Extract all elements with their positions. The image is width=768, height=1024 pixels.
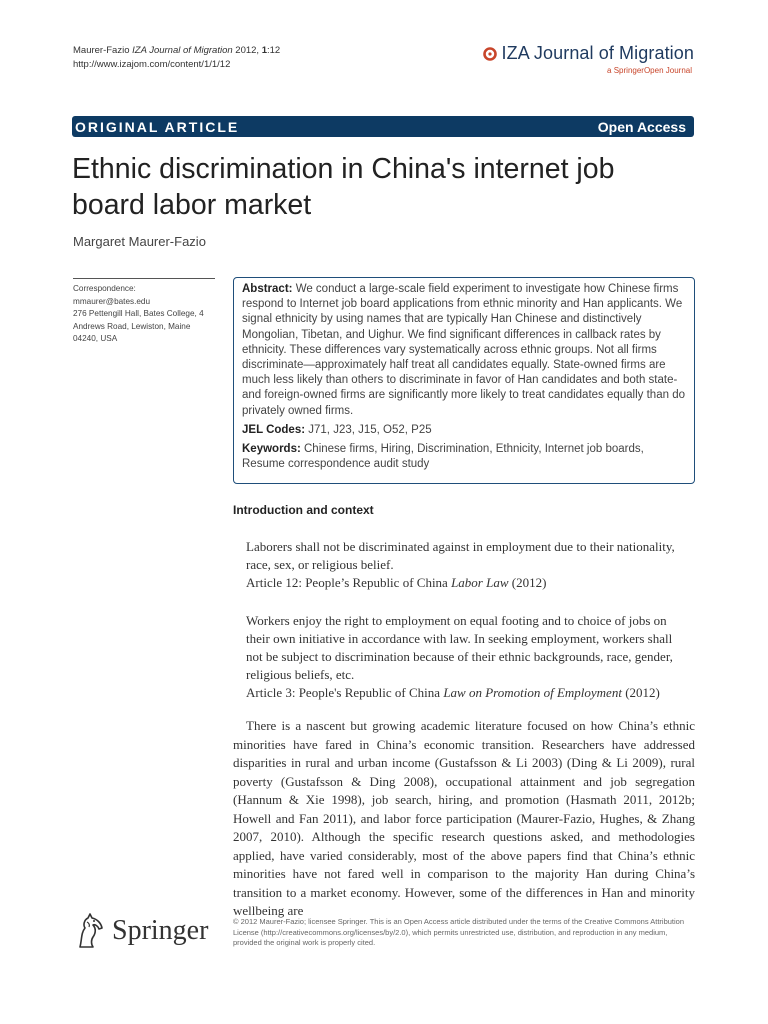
correspondence-address-line: 276 Pettengill Hall, Bates College, 4 bbox=[73, 309, 204, 318]
abstract-paragraph bbox=[242, 282, 686, 419]
keywords bbox=[242, 442, 686, 472]
quote-text: Laborers shall not be discriminated against in employment due to their nationality, race, sex, or religious belief. bbox=[246, 539, 675, 572]
keywords-label: Keywords: bbox=[242, 443, 301, 456]
journal-logo-name: IZA Journal of Migration bbox=[501, 43, 694, 63]
jel-label: JEL Codes: bbox=[242, 423, 306, 436]
epigraph-quote-1 bbox=[246, 538, 691, 592]
correspondence-address-line: 04240, USA bbox=[73, 334, 118, 343]
abstract-text: We conduct a large-scale field experiment to investigate how Chinese firms respond to Internet job board applications from ethnic minority and Han applicants. We signal ethnicity by using names that are typically Han Chinese and distinctively Mongolian, Tibetan, and Uighur. We find significant differences in callback rates by ethnicity. These differences vary systematically across ethnic groups. Not all firms discriminate—approximately half treat all candidates equally. State-owned firms are much less likely than others to discriminate in favor of Han candidates and both state- and foreign-owned firms are significantly more likely to treat candidates equally than do privately owned firms. bbox=[242, 283, 685, 417]
correspondence-address-line: Andrews Road, Lewiston, Maine bbox=[73, 321, 191, 331]
citation-article: :12 bbox=[267, 45, 281, 56]
springer-horse-icon bbox=[72, 911, 108, 951]
correspondence-label: Correspondence: bbox=[73, 284, 136, 293]
quote-source-year: (2012) bbox=[508, 575, 547, 590]
quote-source-title: Labor Law bbox=[451, 575, 509, 590]
quote-source bbox=[246, 574, 691, 592]
open-access-label: Open Access bbox=[597, 118, 686, 135]
abstract-box bbox=[233, 277, 695, 484]
journal-logo-subtitle: a SpringerOpen Journal bbox=[607, 66, 692, 75]
article-type-label: ORIGINAL ARTICLE bbox=[75, 118, 240, 135]
iza-journal-logo-icon bbox=[483, 47, 497, 61]
springer-wordmark: Springer bbox=[112, 915, 209, 946]
epigraph-quote-2 bbox=[246, 612, 691, 702]
intro-paragraph: There is a nascent but growing academic literature focused on how China’s ethnic minorities have fared in China’s economic transition. Researchers have addressed disparities in rural and urban income (Gustafsson & Li 2003) (Ding & Li 2009), rural poverty (Gustafsson & Ding 2008), occupational attainment and job segregation (Hannum & Xie 1998), job search, hiring, and promotion (Hasmath 2011, 2012b; Howell and Fan 2011), and labor force participation (Maurer-Fazio, Hughes, & Zhang 2007, 2010). Although the specific research questions asked, and methodologies applied, have varied considerably, most of the above papers find that China’s ethnic minorities have not fared well in comparison to the majority Han during China’s transition to a market economy. However, some of the differences in Han and minority wellbeing are bbox=[233, 718, 695, 918]
citation-journal: IZA Journal of Migration bbox=[132, 45, 233, 56]
journal-logo bbox=[483, 43, 695, 75]
quote-source-prefix: Article 3: People's Republic of China bbox=[246, 685, 444, 700]
jel-codes bbox=[242, 423, 686, 438]
keywords-values: Chinese firms, Hiring, Discrimination, Ethnicity, Internet job boards, Resume correspondence audit study bbox=[242, 443, 644, 471]
quote-source bbox=[246, 684, 691, 702]
citation-author: Maurer-Fazio bbox=[73, 45, 130, 56]
citation-header bbox=[73, 44, 280, 72]
springer-logo bbox=[72, 911, 208, 951]
article-type-banner bbox=[72, 116, 694, 137]
quote-text: Workers enjoy the right to employment on equal footing and to choice of jobs on their own initiative in accordance with law. In seeking employment, workers shall not be subject to discrimination because of their ethnic backgrounds, race, gender, religious beliefs, etc. bbox=[246, 613, 673, 682]
citation-year: 2012, bbox=[235, 45, 260, 56]
correspondence-email[interactable]: mmaurer@bates.edu bbox=[73, 296, 151, 306]
article-title: Ethnic discrimination in China's internet job board labor market bbox=[72, 153, 615, 221]
license-notice: © 2012 Maurer-Fazio; licensee Springer. This is an Open Access article distributed under the terms of the Creative Commons Attribution License (http://creativecommons.org/licenses/by/2.0), which permits unrestricted use, distribution, and reproduction in any medium, provided the original work is properly cited. bbox=[233, 917, 685, 947]
quote-source-year: (2012) bbox=[621, 685, 660, 700]
citation-line bbox=[73, 44, 280, 58]
article-author: Margaret Maurer-Fazio bbox=[73, 234, 206, 249]
quote-source-title: Law on Promotion of Employment bbox=[443, 685, 622, 700]
citation-url[interactable]: http://www.izajom.com/content/1/1/12 bbox=[73, 59, 231, 70]
correspondence-block bbox=[73, 278, 215, 346]
abstract-label: Abstract: bbox=[242, 283, 293, 295]
section-heading: Introduction and context bbox=[233, 503, 374, 517]
jel-values: J71, J23, J15, O52, P25 bbox=[308, 423, 432, 436]
quote-source-prefix: Article 12: People’s Republic of China bbox=[246, 575, 452, 590]
citation-volume: 1 bbox=[261, 45, 267, 56]
